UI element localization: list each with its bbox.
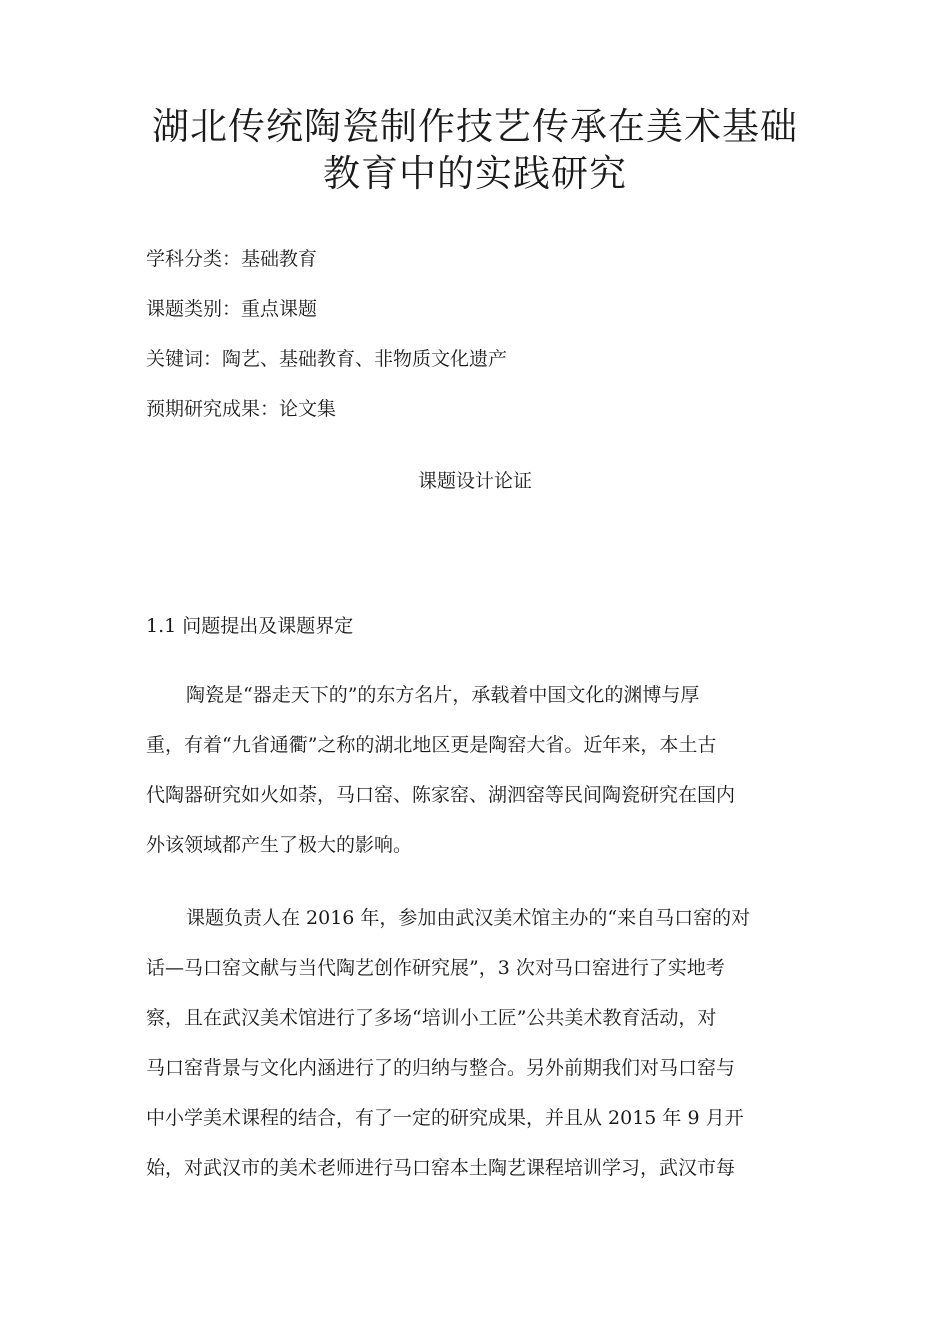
- paragraph-1-line-4: 外该领域都产生了极大的影响。: [146, 834, 413, 856]
- paragraph-1-line-3: 代陶器研究如火如荼，马口窑、陈家窑、湖泗窑等民间陶瓷研究在国内: [146, 784, 736, 806]
- paragraph-2-line-1: 课题负责人在 2016 年，参加由武汉美术馆主办的“来自马口窑的对: [186, 907, 751, 929]
- paragraph-2-line-4: 马口窑背景与文化内涵进行了的归纳与整合。另外前期我们对马口窑与: [146, 1057, 736, 1079]
- document-title-line-1: 湖北传统陶瓷制作技艺传承在美术基础: [152, 105, 798, 148]
- keywords: 关键词：陶艺、基础教育、非物质文化遗产: [146, 348, 508, 370]
- project-category: 课题类别：重点课题: [146, 298, 318, 320]
- expected-outcome: 预期研究成果：论文集: [146, 398, 337, 420]
- section-heading: 课题设计论证: [417, 470, 532, 492]
- paragraph-2-line-6: 始，对武汉市的美术老师进行马口窑本土陶艺课程培训学习，武汉市每: [146, 1157, 736, 1179]
- document-title-line-2: 教育中的实践研究: [323, 152, 627, 195]
- paragraph-2-line-3: 察，且在武汉美术馆进行了多场“培训小工匠”公共美术教育活动，对: [146, 1007, 717, 1029]
- paragraph-2-line-5: 中小学美术课程的结合，有了一定的研究成果，并且从 2015 年 9 月开: [146, 1107, 744, 1129]
- paragraph-1-line-1: 陶瓷是“器走天下的”的东方名片，承载着中国文化的渊博与厚: [186, 684, 700, 706]
- paragraph-1-line-2: 重，有着“九省通衢”之称的湖北地区更是陶窑大省。近年来，本土古: [146, 734, 717, 756]
- paragraph-2-line-2: 话—马口窑文献与当代陶艺创作研究展”，3 次对马口窑进行了实地考: [146, 957, 725, 979]
- subsection-heading: 1.1 问题提出及课题界定: [146, 615, 354, 637]
- subject-classification: 学科分类：基础教育: [146, 248, 318, 270]
